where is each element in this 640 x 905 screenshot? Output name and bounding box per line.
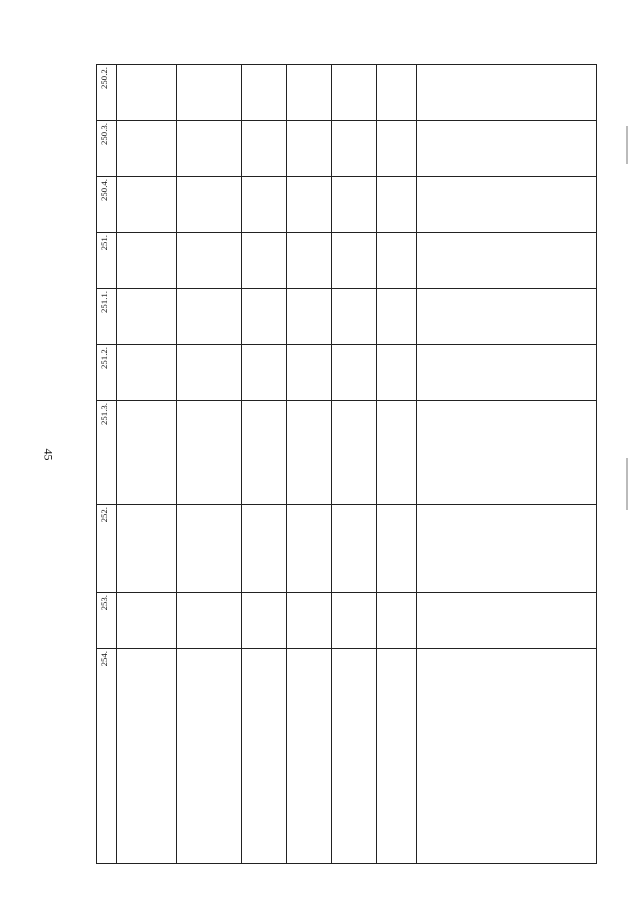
table-row bbox=[97, 121, 597, 177]
requirement-cell bbox=[177, 65, 242, 121]
answer-cell bbox=[287, 649, 332, 864]
question-cell bbox=[117, 289, 177, 345]
table-row bbox=[97, 177, 597, 233]
answer-cell bbox=[377, 649, 417, 864]
answer-cell bbox=[242, 345, 287, 401]
answer-cell bbox=[287, 505, 332, 593]
question-cell bbox=[117, 505, 177, 593]
question-cell bbox=[117, 233, 177, 289]
answer-cell bbox=[377, 345, 417, 401]
answer-cell bbox=[332, 289, 377, 345]
row-number-cell: 251. bbox=[97, 233, 117, 289]
row-number-cell: 250.3. bbox=[97, 121, 117, 177]
table-row bbox=[97, 593, 597, 649]
notes-cell bbox=[417, 649, 597, 864]
question-cell bbox=[117, 345, 177, 401]
answer-cell bbox=[377, 401, 417, 505]
question-cell bbox=[117, 593, 177, 649]
row-number-cell: 254. bbox=[97, 649, 117, 864]
question-cell bbox=[117, 649, 177, 864]
answer-cell bbox=[332, 593, 377, 649]
table-row bbox=[97, 345, 597, 401]
answer-cell bbox=[377, 65, 417, 121]
table-row bbox=[97, 289, 597, 345]
requirement-cell bbox=[177, 233, 242, 289]
answer-cell bbox=[287, 233, 332, 289]
row-number-cell: 251.1. bbox=[97, 289, 117, 345]
answer-cell bbox=[377, 121, 417, 177]
notes-cell bbox=[417, 65, 597, 121]
answer-cell bbox=[332, 121, 377, 177]
requirement-cell bbox=[177, 121, 242, 177]
answer-cell bbox=[377, 233, 417, 289]
answer-cell bbox=[287, 345, 332, 401]
answer-cell bbox=[377, 177, 417, 233]
table-row bbox=[97, 65, 597, 121]
page-number: 45 bbox=[41, 448, 56, 461]
answer-cell bbox=[242, 233, 287, 289]
answer-cell bbox=[332, 345, 377, 401]
answer-cell bbox=[377, 593, 417, 649]
question-cell bbox=[117, 65, 177, 121]
table-row bbox=[97, 401, 597, 505]
question-cell bbox=[117, 401, 177, 505]
answer-cell bbox=[332, 65, 377, 121]
scan-mark bbox=[626, 126, 628, 164]
question-cell bbox=[117, 177, 177, 233]
answer-cell bbox=[242, 65, 287, 121]
answer-cell bbox=[287, 401, 332, 505]
answer-cell bbox=[332, 177, 377, 233]
table-row bbox=[97, 233, 597, 289]
notes-cell bbox=[417, 401, 597, 505]
answer-cell bbox=[377, 505, 417, 593]
row-number-cell: 250.4. bbox=[97, 177, 117, 233]
scan-mark bbox=[626, 458, 628, 510]
row-number-cell: 253. bbox=[97, 593, 117, 649]
requirement-cell bbox=[177, 505, 242, 593]
answer-cell bbox=[242, 505, 287, 593]
answer-cell bbox=[377, 289, 417, 345]
table-row bbox=[97, 649, 597, 864]
answer-cell bbox=[242, 593, 287, 649]
row-number-cell: 250.2. bbox=[97, 65, 117, 121]
answer-cell bbox=[287, 177, 332, 233]
requirement-cell bbox=[177, 345, 242, 401]
requirement-cell bbox=[177, 177, 242, 233]
answer-cell bbox=[242, 649, 287, 864]
answer-cell bbox=[332, 233, 377, 289]
requirement-cell bbox=[177, 649, 242, 864]
notes-cell bbox=[417, 177, 597, 233]
requirement-cell bbox=[177, 593, 242, 649]
answer-cell bbox=[242, 121, 287, 177]
answer-cell bbox=[287, 121, 332, 177]
answer-cell bbox=[332, 649, 377, 864]
answer-cell bbox=[287, 289, 332, 345]
answer-cell bbox=[242, 177, 287, 233]
notes-cell bbox=[417, 505, 597, 593]
notes-cell bbox=[417, 233, 597, 289]
answer-cell bbox=[287, 593, 332, 649]
requirement-cell bbox=[177, 289, 242, 345]
answer-cell bbox=[332, 505, 377, 593]
notes-cell bbox=[417, 289, 597, 345]
row-number-cell: 251.3. bbox=[97, 401, 117, 505]
requirement-cell bbox=[177, 401, 242, 505]
answer-cell bbox=[242, 401, 287, 505]
notes-cell bbox=[417, 345, 597, 401]
notes-cell bbox=[417, 593, 597, 649]
row-number-cell: 251.2. bbox=[97, 345, 117, 401]
answer-cell bbox=[242, 289, 287, 345]
notes-cell bbox=[417, 121, 597, 177]
question-cell bbox=[117, 121, 177, 177]
answer-cell bbox=[332, 401, 377, 505]
requirements-table bbox=[96, 64, 596, 864]
answer-cell bbox=[287, 65, 332, 121]
table-row bbox=[97, 505, 597, 593]
row-number-cell: 252. bbox=[97, 505, 117, 593]
